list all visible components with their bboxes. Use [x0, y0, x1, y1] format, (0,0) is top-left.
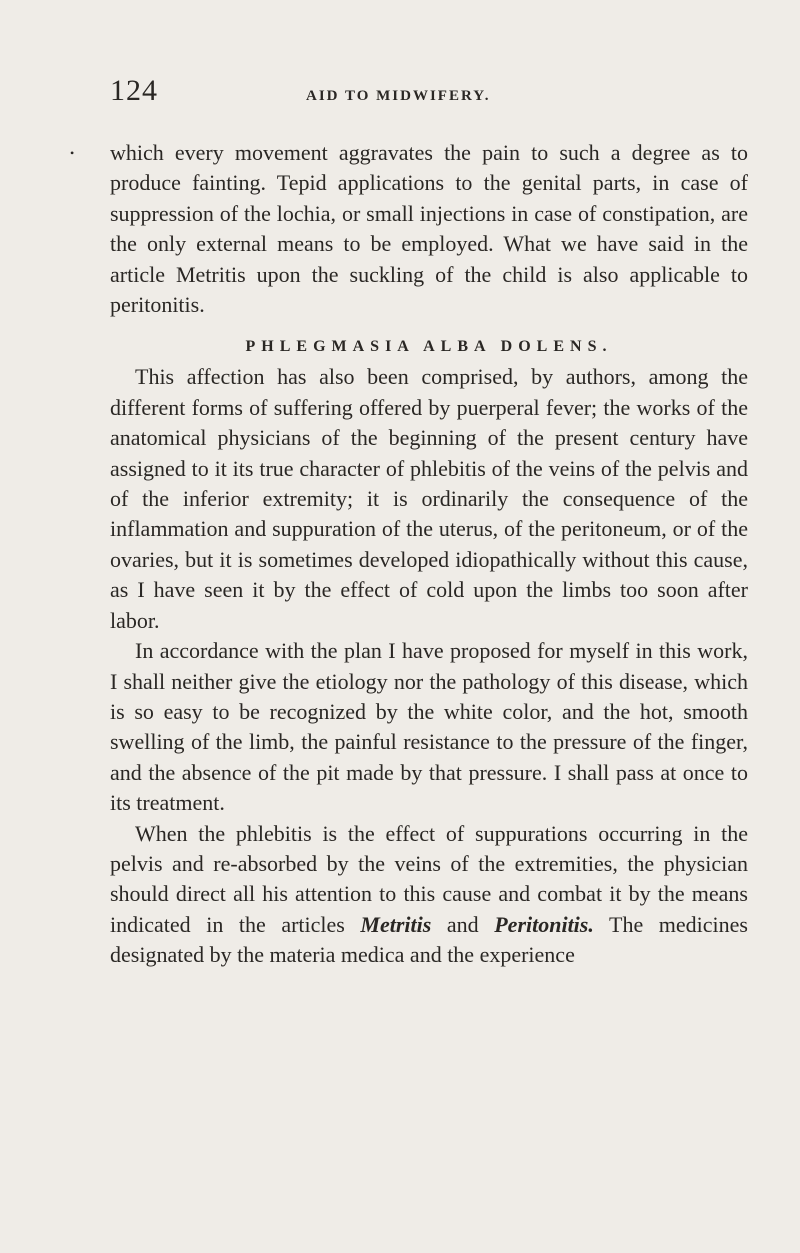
italic-metritis: Metritis [360, 911, 432, 937]
running-title: AID TO MIDWIFERY. [306, 88, 491, 104]
text-block [110, 138, 748, 971]
paragraph-3: In accordance with the plan I have proposed for myself in this work, I shall neither give the etiology nor the pathology of this disease, which is so easy to be recognized by the white color, and the hot, smooth swelling of the limb, the painful resistance to the pressure of the finger, and the absence of the pit made by that pressure. I shall pass at once to its treatment. [110, 638, 748, 816]
paragraph-2: This affection has also been comprised, by authors, among the different forms of suffering offered by puerperal fever; the works of the anatomical physicians of the beginning of the present century have assigned to it its true character of phlebitis of the veins of the pelvis and of the inferior extremity; it is ordinarily the consequence of the inflammation and suppuration of the uterus, of the peritoneum, or of the ovaries, but it is sometimes developed idiopathically without this cause, as I have seen it by the effect of cold upon the limbs too soon after labor. [110, 364, 748, 633]
margin-mark: • [70, 146, 75, 160]
running-head [110, 74, 746, 114]
italic-peritonitis: Peritonitis. [494, 911, 594, 937]
paragraph-1: which every movement aggravates the pain to such a degree as to produce fainting. Tepid applications to the genital parts, in case of suppression of the lochia, or small injections in case of constipation, are the only external means to be employed. What we have said in the article Metritis upon the suckling of the child is also applicable to peritonitis. [110, 140, 748, 318]
section-heading: PHLEGMASIA ALBA DOLENS. [245, 338, 613, 356]
paragraph-4-end: The medicines designated by the materia medica and the experience [110, 911, 748, 968]
paragraph-4 [110, 819, 748, 971]
page-number: 124 [110, 74, 158, 107]
paragraph-4-and: and [431, 911, 495, 937]
paragraph-4-start: When the phlebitis is the effect of suppurations occurring in the pelvis and re-absorbed by the veins of the extremities, the physician should direct all his attention to this cause and combat it by the means indicated in the articles [110, 820, 748, 937]
